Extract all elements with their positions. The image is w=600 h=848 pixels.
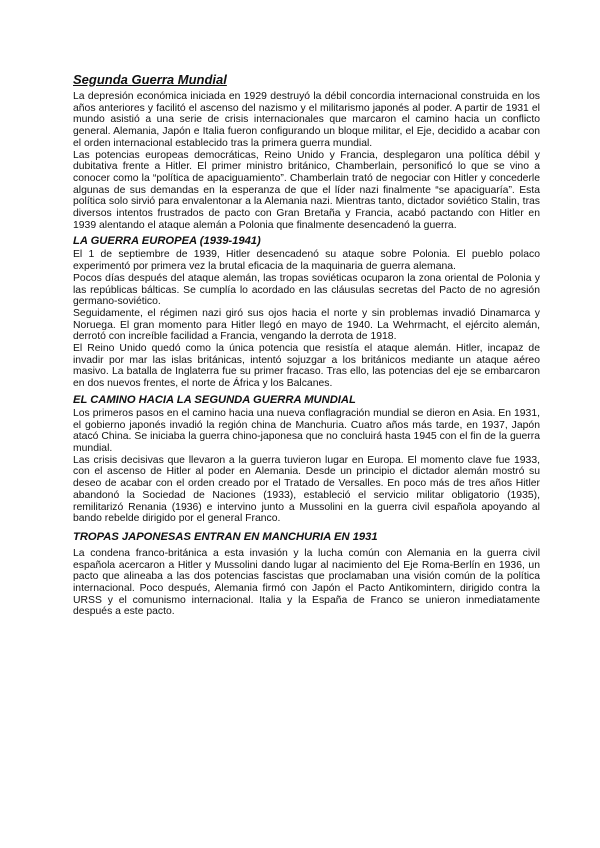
section-paragraph: La condena franco-británica a esta invasión y la lucha común con Alemania en la guerra civil española acercaron a Hitler y Mussolini dando lugar al nacimiento del Eje Roma-Berlín en 1936, un pacto que alineaba a las dos potencias fascistas que proclamaban una visión común de la política internacional. Poco después, Alemania firmó con Japón el Pacto Antikomintern, dirigido contra la URSS y el comunismo internacional. Italia y la España de Franco se unieron inmediatamente después a este pacto. <box>73 547 540 618</box>
section-heading: EL CAMINO HACIA LA SEGUNDA GUERRA MUNDIAL <box>73 393 356 406</box>
section-paragraph: El Reino Unido quedó como la única potencia que resistía el ataque alemán. Hitler, incapaz de invadir por mar las islas británicas, intentó sojuzgar a los británicos mediante un ataque aéreo masivo. La batalla de Inglaterra fue su primer fracaso. Tras ello, las potencias del eje se embarcaron en dos nuevos frentes, el norte de África y los Balcanes. <box>73 343 540 390</box>
section-paragraph: Seguidamente, el régimen nazi giró sus ojos hacia el norte y sin problemas invadió Dinamarca y Noruega. El gran momento para Hitler llegó en mayo de 1940. La Wehrmacht, el ejército alemán, derrotó con increíble facilidad a Francia, vengando la derrota de 1918. <box>73 307 540 343</box>
intro-paragraph: La depresión económica iniciada en 1929 destruyó la débil concordia internacional construida en los años anteriores y facilitó el ascenso del nazismo y el militarismo japonés al poder. A partir de 1931 el mundo asistió a una serie de crisis internacionales que marcaron el camino hacia un conflicto general. Alemania, Japón e Italia fueron configurando un bloque militar, el Eje, decidido a acabar con el orden internacional establecido tras la primera guerra mundial. <box>73 91 540 149</box>
section-paragraph: El 1 de septiembre de 1939, Hitler desencadenó su ataque sobre Polonia. El pueblo polaco experimentó por primera vez la brutal eficacia de la maquinaria de guerra alemana. <box>73 249 540 273</box>
section-guerra-europea <box>73 235 540 389</box>
section-tropas-japonesas <box>73 531 540 618</box>
section-paragraph: Pocos días después del ataque alemán, las tropas soviéticas ocuparon la zona oriental de Polonia y las repúblicas bálticas. Se cumplía lo acordado en las cláusulas secretas del Pacto de no agresión germano-soviético. <box>73 272 540 308</box>
section-paragraph: Los primeros pasos en el camino hacia una nueva conflagración mundial se dieron en Asia. En 1931, el gobierno japonés invadió la región china de Manchuria. Cuatro años más tarde, en 1937, Japón atacó China. Se iniciaba la guerra chino-japonesa que no concluirá hasta 1945 con el fin de la guerra mundial. <box>73 407 540 454</box>
intro-paragraph: Las potencias europeas democráticas, Reino Unido y Francia, desplegaron una política débil y dubitativa frente a Hitler. El primer ministro británico, Chamberlain, personificó lo que se vino a conocer como la “política de apaciguamiento”. Chamberlain trató de negociar con Hitler y concederle algunas de sus demandas en la esperanza de que el líder nazi finalmente “se apaciguaría”. Esta política solo sirvió para envalentonar a la Alemania nazi. Mientras tanto, dictador soviético Stalin, tras diversos intentos frustrados de pacto con Gran Bretaña y Francia, acabó pactando con Hitler en 1939 alentando el ataque alemán a Polonia que finalmente desencadenó la guerra. <box>73 149 540 231</box>
section-camino-guerra <box>73 394 540 525</box>
document-title: Segunda Guerra Mundial <box>73 72 227 87</box>
section-heading: TROPAS JAPONESAS ENTRAN EN MANCHURIA EN 1931 <box>73 530 378 543</box>
intro-section <box>73 91 540 231</box>
section-paragraph: Las crisis decisivas que llevaron a la guerra tuvieron lugar en Europa. El momento clave fue 1933, con el ascenso de Hitler al poder en Alemania. Desde un principio el dictador alemán mostró su deseo de acabar con el orden creado por el Tratado de Versalles. En poco más de tres años Hitler abandonó la Sociedad de Naciones (1933), estableció el servicio militar obligatorio (1935), remilitarizó Renania (1936) e intervino junto a Mussolini en la guerra civil española apoyando al bando rebelde dirigido por el general Franco. <box>73 454 540 525</box>
section-heading: LA GUERRA EUROPEA (1939-1941) <box>73 235 261 248</box>
